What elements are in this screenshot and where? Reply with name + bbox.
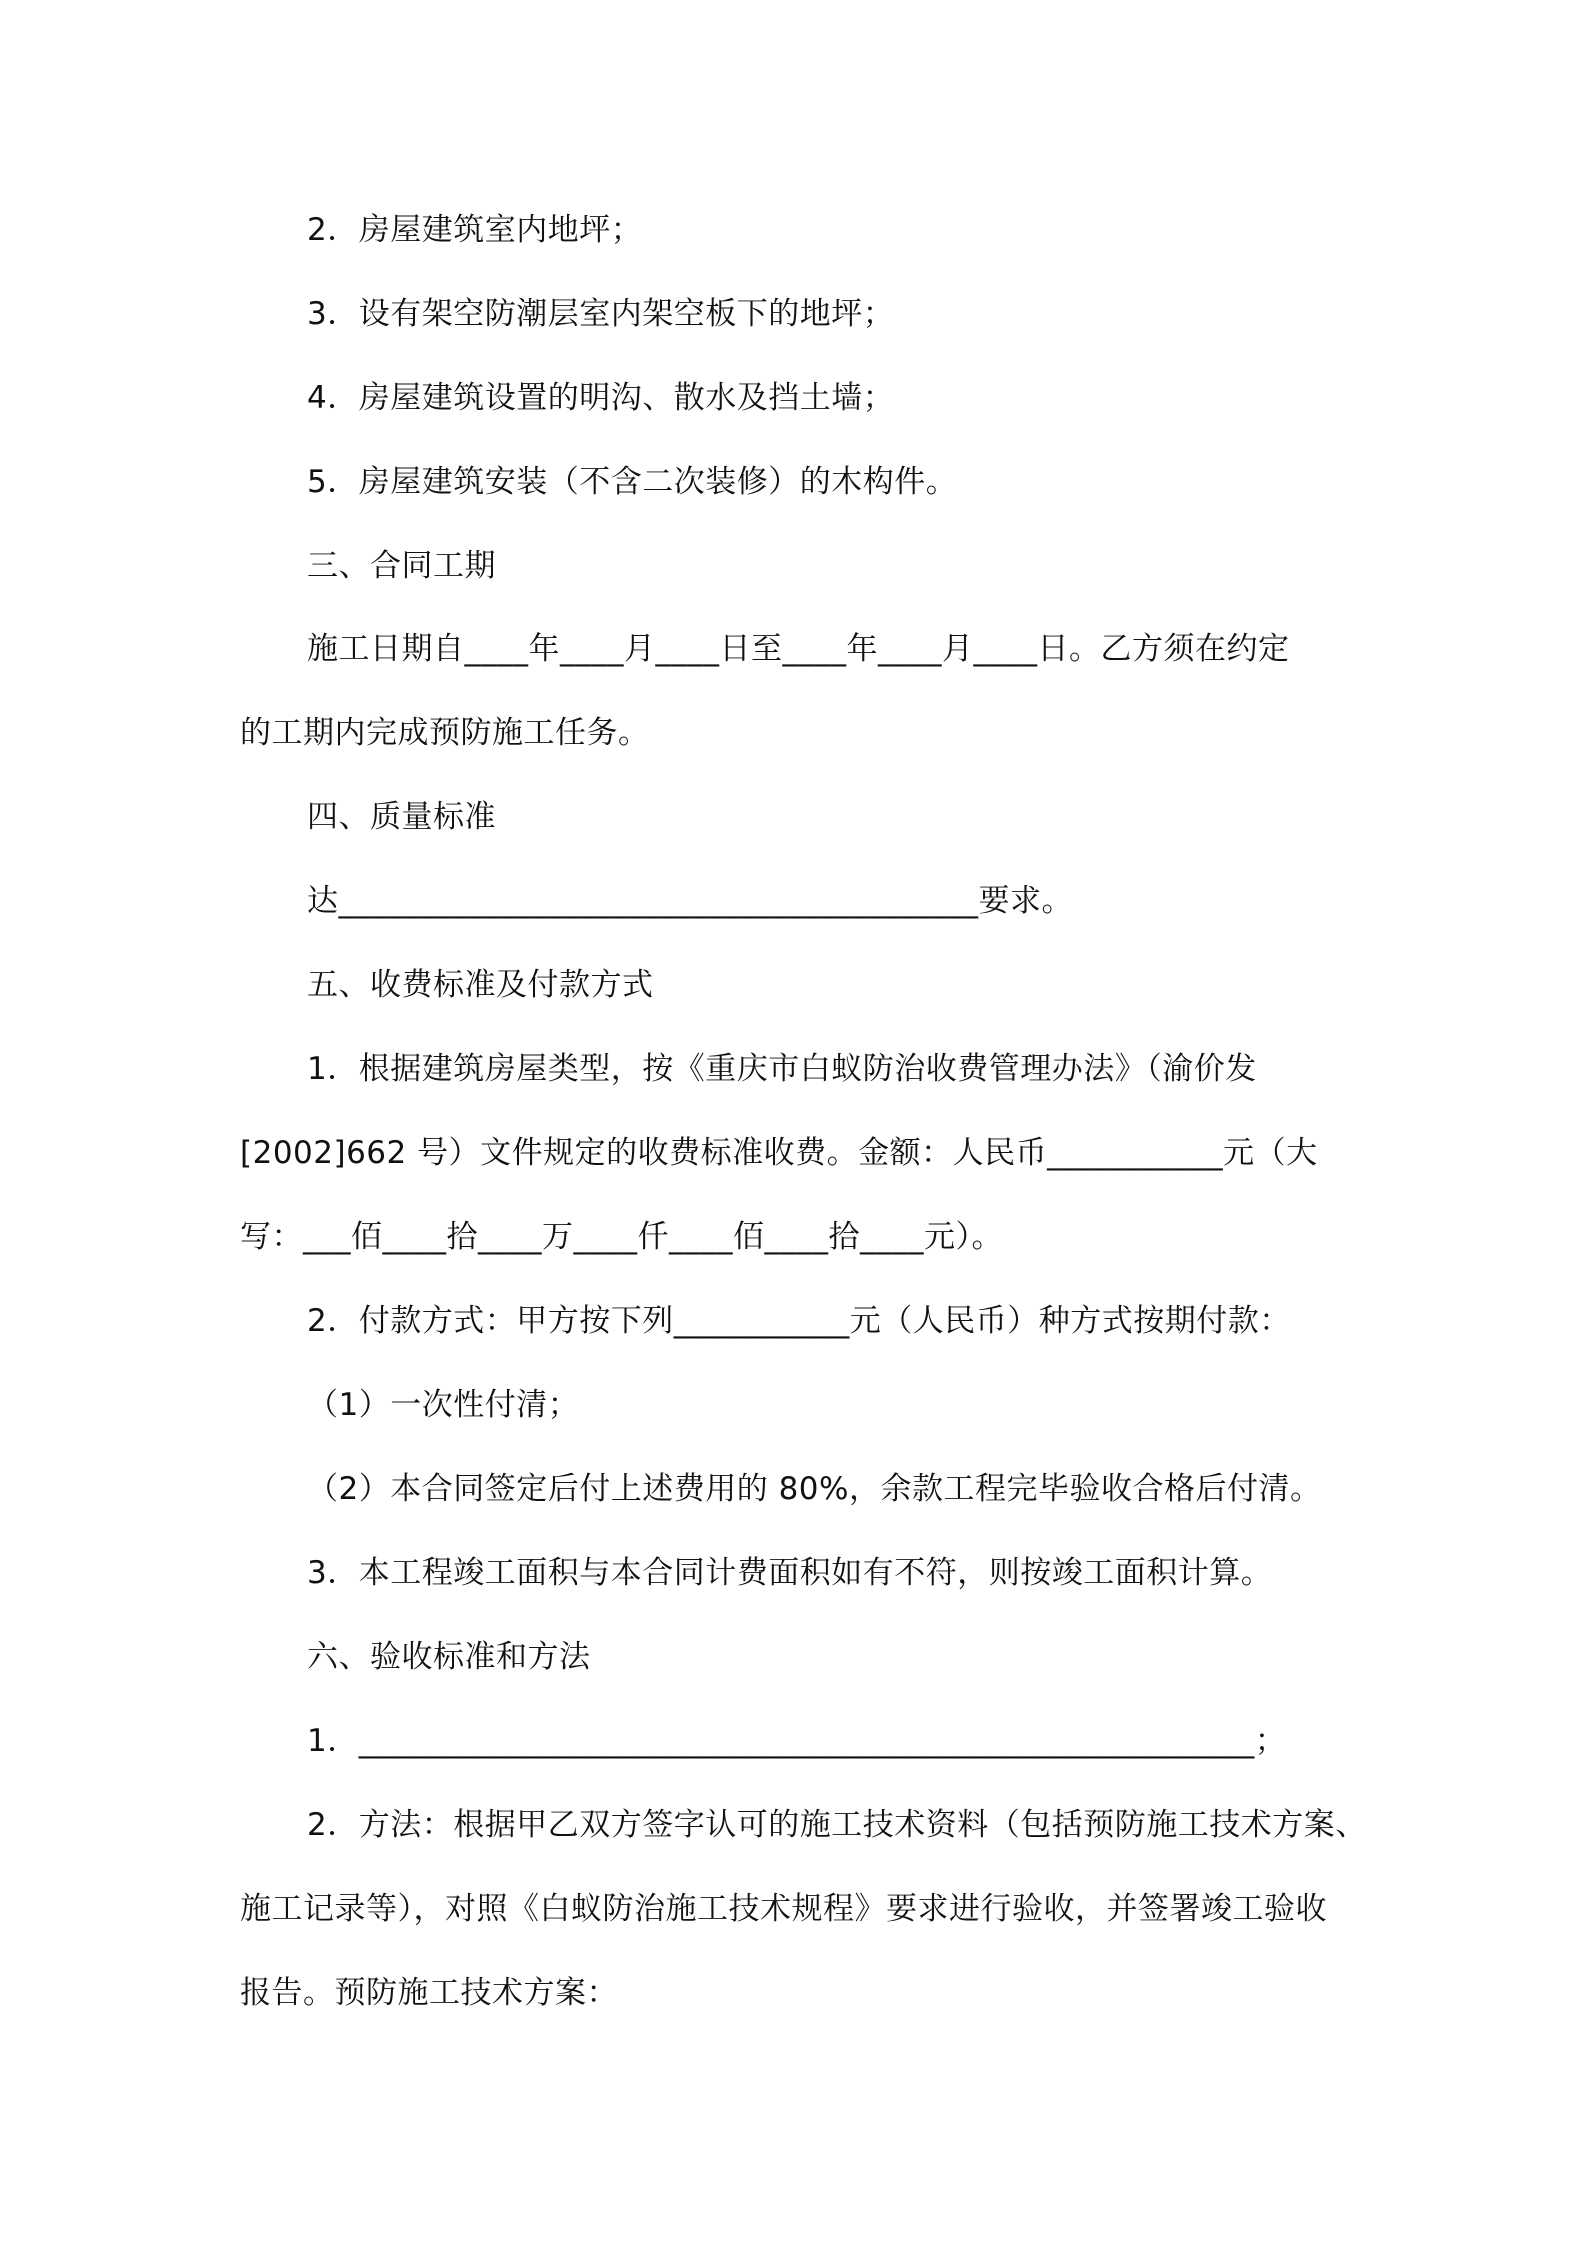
construction-date-line: 施工日期自____年____月____日至____年____月____日。乙方须在约定 <box>307 631 1290 667</box>
item-3-raised-floor: 3．设有架空防潮层室内架空板下的地坪； <box>307 296 895 332</box>
payment-option-2: （2）本合同签定后付上述费用的 80%，余款工程完毕验收合格后付清。 <box>307 1471 1322 1507</box>
section-heading-contract-period: 三、合同工期 <box>307 548 496 584</box>
fee-standard-line: 1．根据建筑房屋类型，按《重庆市白蚁防治收费管理办法》（渝价发 <box>307 1051 1257 1087</box>
area-calculation-line: 3．本工程竣工面积与本合同计费面积如有不符，则按竣工面积计算。 <box>307 1555 1273 1591</box>
construction-date-line-cont: 的工期内完成预防施工任务。 <box>240 715 650 751</box>
section-heading-quality-standard: 四、质量标准 <box>307 799 496 835</box>
section-heading-fees-payment: 五、收费标准及付款方式 <box>307 967 654 1003</box>
item-4-drainage-wall: 4．房屋建筑设置的明沟、散水及挡土墙； <box>307 380 895 416</box>
acceptance-method-line: 2．方法：根据甲乙双方签字认可的施工技术资料（包括预防施工技术方案、 <box>307 1807 1367 1843</box>
fee-amount-uppercase-line: 写：___佰____拾____万____仟____佰____拾____元）。 <box>240 1219 1003 1255</box>
quality-requirement-line: 达________________________________________要求。 <box>307 883 1073 919</box>
payment-option-1: （1）一次性付清； <box>307 1387 580 1423</box>
item-5-wood-components: 5．房屋建筑安装（不含二次装修）的木构件。 <box>307 464 958 500</box>
fee-standard-line-cont: [2002]662 号）文件规定的收费标准收费。金额：人民币___________元（大 <box>240 1135 1318 1171</box>
acceptance-report-line: 报告。预防施工技术方案： <box>240 1975 618 2011</box>
item-2-indoor-floor: 2．房屋建筑室内地坪； <box>307 212 643 248</box>
payment-method-line: 2．付款方式：甲方按下列___________元（人民币）种方式按期付款： <box>307 1303 1291 1339</box>
acceptance-method-line-cont: 施工记录等），对照《白蚁防治施工技术规程》要求进行验收，并签署竣工验收 <box>240 1891 1327 1927</box>
section-heading-acceptance: 六、验收标准和方法 <box>307 1639 591 1675</box>
acceptance-standard-line: 1．________________________________________________________； <box>307 1723 1287 1759</box>
